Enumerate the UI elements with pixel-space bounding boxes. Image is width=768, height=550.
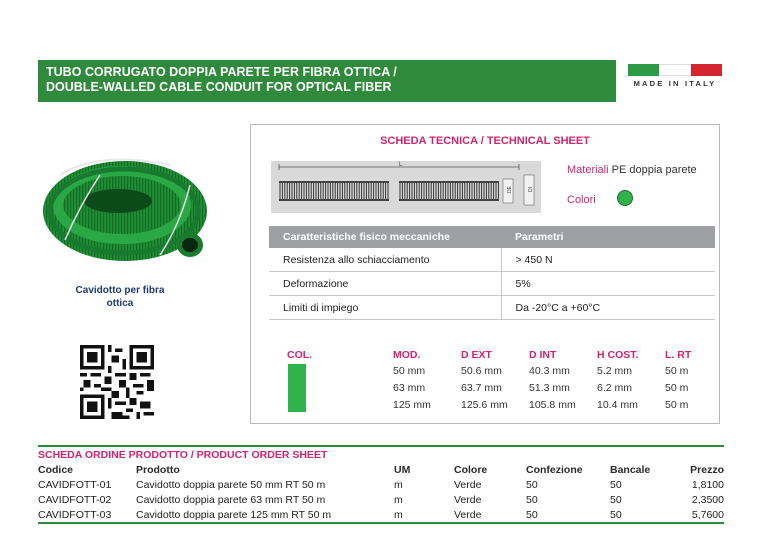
- dim-hcost: 5.2 mm: [597, 365, 633, 377]
- material-value: PE doppia parete: [611, 164, 697, 176]
- cell-prodotto: Cavidotto doppia parete 50 mm RT 50 m: [136, 478, 326, 491]
- qr-code-icon[interactable]: [80, 345, 154, 419]
- property-value: 5%: [501, 272, 715, 296]
- table-row: [38, 492, 724, 507]
- cell-bancale: 50: [610, 493, 622, 506]
- order-table: [38, 462, 724, 524]
- properties-header-row: [269, 226, 715, 248]
- table-row: [269, 272, 715, 296]
- cell-um: m: [394, 507, 454, 523]
- technical-sheet: [250, 124, 720, 424]
- properties-header-value: Parametri: [501, 226, 715, 248]
- color-green-dot-icon: [617, 190, 633, 206]
- technical-sheet-title: SCHEDA TECNICA / TECHNICAL SHEET: [380, 135, 590, 147]
- dim-mod: 63 mm: [393, 382, 426, 394]
- caption-line-2: ottica: [106, 298, 134, 309]
- pipe-cross-section-drawing: [271, 161, 541, 213]
- header-um: UM: [394, 463, 411, 476]
- dim-header-lrt: L. RT: [665, 349, 692, 361]
- dint-label: DI: [528, 187, 534, 192]
- cell-confezione: 50: [526, 493, 538, 506]
- cell-prodotto: Cavidotto doppia parete 125 mm RT 50 m: [136, 507, 394, 523]
- header-prodotto: Prodotto: [136, 463, 180, 476]
- header-colore: Colore: [454, 463, 488, 476]
- header-confezione: Confezione: [526, 463, 583, 476]
- color-swatch: [288, 364, 306, 412]
- dim-lrt: 50 m: [665, 365, 689, 377]
- cell-confezione: 50: [526, 478, 538, 491]
- property-name: Limiti di impiego: [269, 296, 501, 320]
- title-banner: [38, 60, 616, 102]
- dim-dint: 51.3 mm: [529, 382, 570, 394]
- dim-hcost: 10.4 mm: [597, 399, 638, 411]
- dim-dext: 50.6 mm: [461, 365, 502, 377]
- cell-colore: Verde: [454, 478, 482, 491]
- made-in-italy-label: MADE IN ITALY: [633, 79, 717, 88]
- cell-prezzo: 1,8100: [691, 478, 724, 491]
- cell-prezzo: 2,3500: [691, 493, 724, 506]
- cell-colore: Verde: [454, 507, 526, 523]
- italian-flag-icon: [628, 64, 722, 76]
- property-name: Deformazione: [269, 272, 501, 296]
- dim-header-dint: D INT: [529, 349, 557, 361]
- cell-um: m: [394, 478, 403, 491]
- property-value: Da -20°C a +60°C: [501, 296, 715, 320]
- header-bancale: Bancale: [610, 463, 651, 476]
- dim-lrt: 50 m: [665, 399, 689, 411]
- order-sheet: [38, 445, 724, 524]
- order-sheet-title: SCHEDA ORDINE PRODOTTO / PRODUCT ORDER SHEET: [38, 445, 724, 462]
- property-name: Resistenza allo schiacciamento: [269, 248, 501, 272]
- dim-dint: 105.8 mm: [529, 399, 576, 411]
- material-line: [567, 164, 697, 176]
- dim-header-col: COL.: [287, 349, 313, 361]
- cell-prezzo: 5,7600: [678, 507, 724, 523]
- dim-dext: 125.6 mm: [461, 399, 508, 411]
- cell-codice: CAVIDFOTT-03: [38, 507, 136, 523]
- property-value: > 450 N: [501, 248, 715, 272]
- header-prezzo: Prezzo: [690, 463, 724, 476]
- dim-lrt: 50 m: [665, 382, 689, 394]
- cell-bancale: 50: [610, 507, 678, 523]
- product-caption: [40, 284, 200, 310]
- title-english: DOUBLE-WALLED CABLE CONDUIT FOR OPTICAL FIBER: [46, 80, 392, 94]
- dext-label: DE: [507, 186, 513, 193]
- header-codice: Codice: [38, 463, 74, 476]
- table-row: [38, 507, 724, 523]
- cell-confezione: 50: [526, 507, 610, 523]
- table-row: [269, 296, 715, 320]
- dim-header-hcost: H COST.: [597, 349, 639, 361]
- table-row: [269, 248, 715, 272]
- dim-hcost: 6.2 mm: [597, 382, 633, 394]
- cell-codice: CAVIDFOTT-01: [38, 478, 112, 491]
- cell-codice: CAVIDFOTT-02: [38, 493, 112, 506]
- cell-prodotto: Cavidotto doppia parete 63 mm RT 50 m: [136, 493, 326, 506]
- dim-dext: 63.7 mm: [461, 382, 502, 394]
- title-italian: TUBO CORRUGATO DOPPIA PARETE PER FIBRA OTTICA /: [46, 65, 397, 79]
- dim-mod: 50 mm: [393, 365, 426, 377]
- colors-label: Colori: [567, 194, 596, 206]
- dim-header-mod: MOD.: [393, 349, 421, 361]
- length-label: L: [399, 162, 403, 168]
- order-header-row: [38, 462, 724, 477]
- cell-colore: Verde: [454, 493, 482, 506]
- caption-line-1: Cavidotto per fibra: [75, 285, 165, 296]
- material-label: Materiali: [567, 164, 609, 176]
- cell-um: m: [394, 493, 403, 506]
- dim-mod: 125 mm: [393, 399, 431, 411]
- dim-dint: 40.3 mm: [529, 365, 570, 377]
- corrugated-pipe-coil-image: [40, 145, 210, 270]
- cell-bancale: 50: [610, 478, 622, 491]
- dim-header-dext: D EXT: [461, 349, 492, 361]
- properties-header-name: Caratteristiche fisico meccaniche: [269, 226, 501, 248]
- properties-table: [269, 226, 715, 320]
- table-row: [38, 477, 724, 492]
